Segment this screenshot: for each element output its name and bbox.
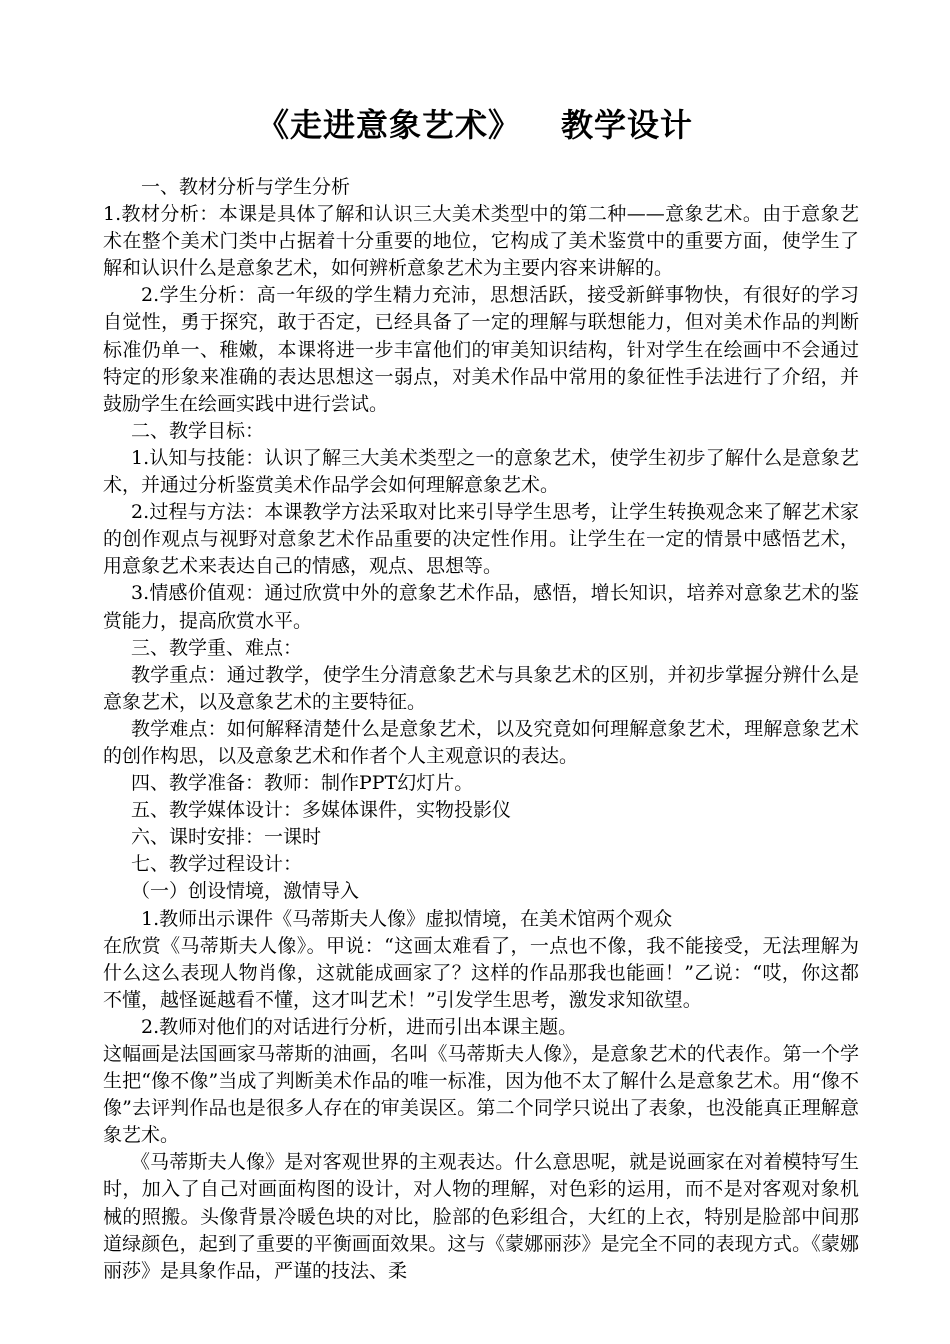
paragraph: 1.教材分析：本课是具体了解和认识三大美术类型中的第二种——意象艺术。由于意象艺术在整个美术门类中占据着十分重要的地位，它构成了美术鉴赏中的重要方面，使学生了解和认识什么是意象艺术，如何辨析意象艺术为主要内容来讲解的。: [103, 203, 859, 280]
subsection-heading: （一）创设情境，激情导入: [131, 880, 360, 903]
paragraph: 教学重点：通过教学，使学生分清意象艺术与具象艺术的区别，并初步掌握分辨什么是意象艺术，以及意象艺术的主要特征。: [103, 663, 859, 713]
paragraph: 3.情感价值观：通过欣赏中外的意象艺术作品，感悟，增长知识，培养对意象艺术的鉴赏能力，提高欣赏水平。: [103, 582, 859, 632]
title-sub: 教学设计: [561, 106, 694, 144]
section-heading: 六、课时安排：一课时: [131, 826, 322, 849]
paragraph: 1.认知与技能：认识了解三大美术类型之一的意象艺术，使学生初步了解什么是意象艺术，并通过分析鉴赏美术作品学会如何理解意象艺术。: [103, 446, 859, 497]
page-title: [0, 100, 950, 146]
document-body: [103, 174, 859, 1285]
paragraph: 在欣赏《马蒂斯夫人像》。甲说：“这画太难看了，一点也不像，我不能接受，无法理解为什么这么表现人物肖像，这就能成画家了？这样的作品那我也能画！”乙说：“哎，你这都不懂，越怪诞越看不懂，这才叫艺术！”引发学生思考，激发求知欲望。: [103, 934, 859, 1011]
section-heading: 二、教学目标：: [131, 419, 265, 442]
title-main: 《走进意象艺术》: [256, 106, 521, 144]
paragraph: 2.教师对他们的对话进行分析，进而引出本课主题。: [141, 1015, 578, 1038]
paragraph: 这幅画是法国画家马蒂斯的油画，名叫《马蒂斯夫人像》，是意象艺术的代表作。第一个学生把“像不像”当成了判断美术作品的唯一标准，因为他不太了解什么是意象艺术。用“像不像”去评判作品也是很多人存在的审美误区。第二个同学只说出了表象，也没能真正理解意象艺术。: [103, 1043, 859, 1147]
section-heading: 三、教学重、难点：: [131, 636, 303, 659]
paragraph: 2.学生分析：高一年级的学生精力充沛，思想活跃，接受新鲜事物快，有很好的学习自觉性，勇于探究，敢于否定，已经具备了一定的理解与联想能力，但对美术作品的判断标准仍单一、稚嫩，本课将进一步丰富他们的审美知识结构，针对学生在绘画中不会通过特定的形象来准确的表达思想这一弱点，对美术作品中常用的象征性手法进行了介绍，并鼓励学生在绘画实践中进行尝试。: [103, 284, 859, 415]
paragraph: 教学难点：如何解释清楚什么是意象艺术，以及究竟如何理解意象艺术，理解意象艺术的创作构思，以及意象艺术和作者个人主观意识的表达。: [103, 717, 859, 767]
section-heading: 七、教学过程设计：: [131, 853, 303, 876]
paragraph: 《马蒂斯夫人像》是对客观世界的主观表达。什么意思呢，就是说画家在对着模特写生时，加入了自己对画面构图的设计，对人物的理解，对色彩的运用，而不是对客观对象机械的照搬。头像背景冷暖色块的对比，脸部的色彩组合，大红的上衣，特别是脸部中间那道绿颜色，起到了重要的平衡画面效果。这与《蒙娜丽莎》是完全不同的表现方式。《蒙娜丽莎》是具象作品，严谨的技法、柔: [103, 1151, 859, 1282]
section-heading: 四、教学准备：教师：制作PPT幻灯片。: [131, 772, 474, 795]
paragraph: 1.教师出示课件《马蒂斯夫人像》虚拟情境，在美术馆两个观众: [141, 907, 673, 930]
section-heading: 五、教学媒体设计：多媒体课件，实物投影仪: [131, 799, 512, 822]
section-heading: 一、教材分析与学生分析: [141, 176, 351, 198]
paragraph: 2.过程与方法：本课教学方法采取对比来引导学生思考，让学生转换观念来了解艺术家的创作观点与视野对意象艺术作品重要的决定性作用。让学生在一定的情景中感悟艺术，用意象艺术来表达自己的情感，观点、思想等。: [103, 501, 859, 578]
